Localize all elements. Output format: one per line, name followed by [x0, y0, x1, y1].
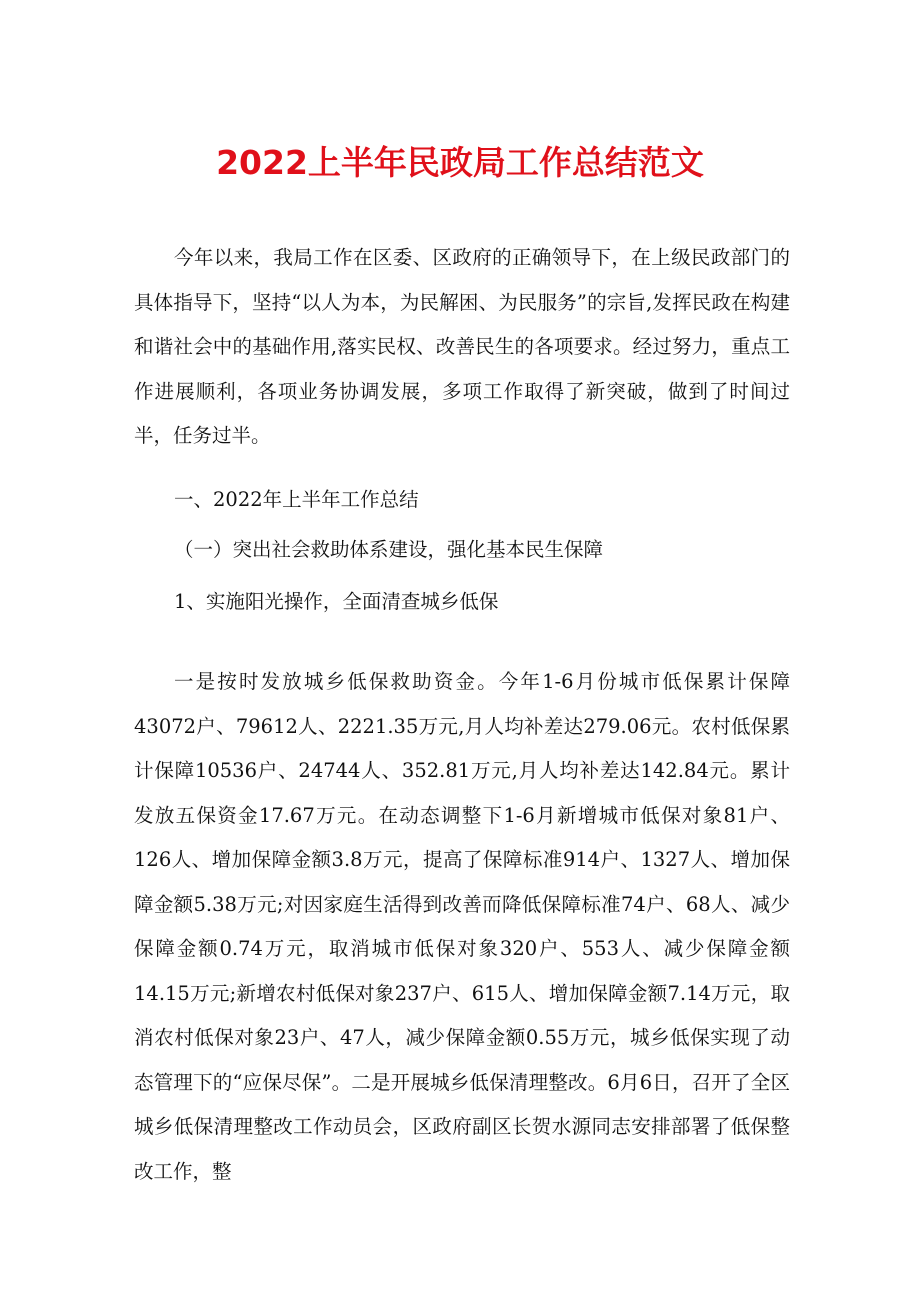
body-paragraph: 一是按时发放城乡低保救助资金。今年1-6月份城市低保累计保障43072户、79612人、2221.35万元,月人均补差达279.06元。农村低保累计保障10536户、24744人、352.81万元,月人均补差达142.84元。累计发放五保资金17.67万元。在动态调整下1-6月新增城市低保对象81户、126人、增加保障金额3.8万元，提高了保障标准914户、1327人、增加保障金额5.38万元;对因家庭生活得到改善而降低保障标准74户、68人、减少保障金额0.74万元，取消城市低保对象320户、553人、减少保障金额14.15万元;新增农村低保对象237户、615人、增加保障金额7.14万元，取消农村低保对象23户、47人，减少保障金额0.55万元，城乡低保实现了动态管理下的“应保尽保”。二是开展城乡低保清理整改。6月6日，召开了全区城乡低保清理整改工作动员会，区政府副区长贺水源同志安排部署了低保整改工作，整	[134, 670, 790, 1183]
item-heading: 1、实施阳光操作，全面清查城乡低保	[174, 590, 499, 613]
intro-paragraph: 今年以来，我局工作在区委、区政府的正确领导下，在上级民政部门的具体指导下，坚持“以人为本，为民解困、为民服务”的宗旨,发挥民政在构建和谐社会中的基础作用,落实民权、改善民生的各项要求。经过努力，重点工作进展顺利，各项业务协调发展，多项工作取得了新突破，做到了时间过半，任务过半。	[134, 246, 790, 447]
document-title: 2022上半年民政局工作总结范文	[216, 143, 704, 182]
subsection-heading: （一）突出社会救助体系建设，强化基本民生保障	[174, 538, 604, 561]
section-heading: 一、2022年上半年工作总结	[174, 488, 419, 511]
